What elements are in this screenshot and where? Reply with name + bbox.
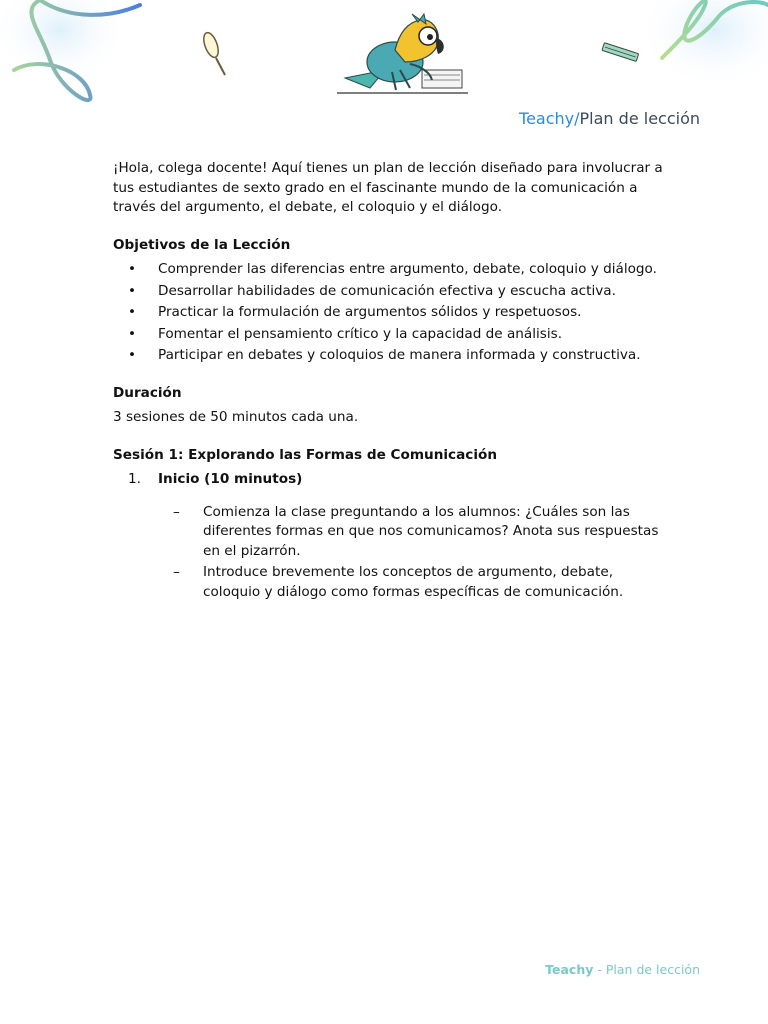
duration-text: 3 sesiones de 50 minutos cada una. [113, 409, 359, 425]
session1-title: Sesión 1: Explorando las Formas de Comunicación [113, 446, 498, 463]
header-title [519, 109, 700, 128]
list-item: – Introduce brevemente los conceptos de argumento, debate, coloquio y diálogo como formas específicas de comunicación. [113, 563, 673, 602]
step-sub-list [113, 503, 673, 603]
list-item: • Comprender las diferencias entre argumento, debate, coloquio y diálogo. [113, 260, 673, 280]
list-item: – Comienza la clase preguntando a los alumnos: ¿Cuáles son las diferentes formas en que nos comunicamos? Anota sus respuestas en el pizarrón. [113, 503, 673, 562]
page-footer [545, 962, 700, 977]
footer-brand: Teachy [545, 962, 594, 977]
lesson-content [113, 159, 673, 604]
step-heading [113, 470, 673, 490]
list-item: • Participar en debates y coloquios de manera informada y constructiva. [113, 346, 673, 366]
header-decoration [0, 0, 768, 110]
step-number: 1. [128, 471, 141, 487]
book-icon [602, 43, 639, 62]
session1-steps [113, 470, 673, 602]
header-subtitle: Plan de lección [579, 109, 700, 128]
list-item: • Desarrollar habilidades de comunicación efectiva y escucha activa. [113, 282, 673, 302]
header-brand: Teachy/ [519, 109, 580, 128]
list-item: • Fomentar el pensamiento crítico y la capacidad de análisis. [113, 325, 673, 345]
objectives-title: Objetivos de la Lección [113, 236, 291, 253]
step-title: Inicio (10 minutos) [158, 471, 303, 487]
parrot-mascot-icon [337, 14, 468, 93]
footer-separator: - [593, 962, 606, 977]
footer-subtitle: Plan de lección [605, 962, 700, 977]
objectives-list [113, 260, 673, 366]
intro-paragraph: ¡Hola, colega docente! Aquí tienes un plan de lección diseñado para involucrar a tus estudiantes de sexto grado en el fascinante mundo de la comunicación a través del argumento, el debate, el coloquio y el diálogo. [113, 160, 663, 215]
duration-title: Duración [113, 384, 182, 401]
magnifier-icon [201, 31, 225, 75]
list-item: • Practicar la formulación de argumentos sólidos y respetuosos. [113, 303, 673, 323]
